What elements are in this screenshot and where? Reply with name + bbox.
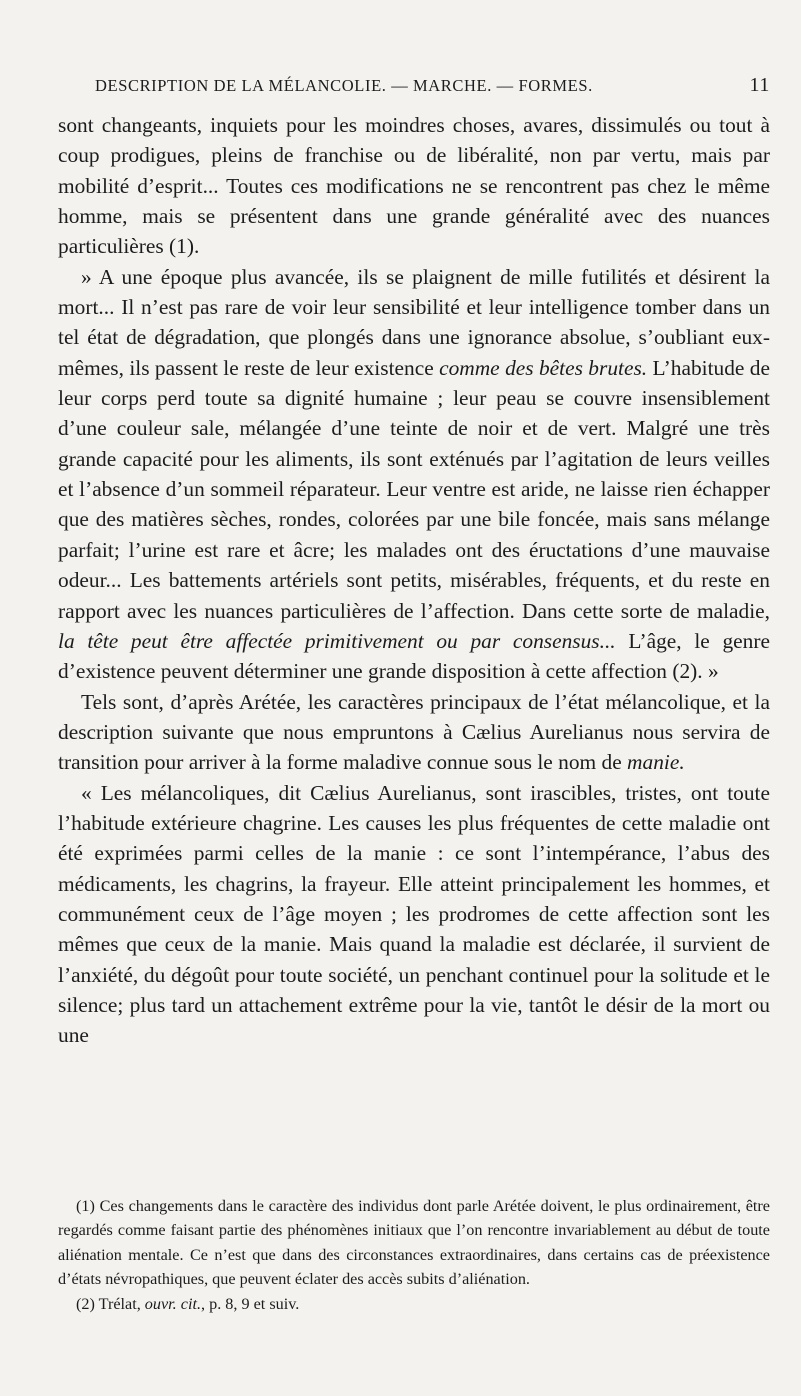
paragraph-2 [58, 262, 770, 687]
footnote-2-italic: ouvr. cit. [144, 1294, 201, 1313]
paragraph-3-text: Tels sont, d’après Arétée, les caractères principaux de l’état mélancolique, et la description suivante que nous empruntons à Cælius Aurelianus nous servira de transition pour arriver à la forme maladive connue sous le nom de [58, 689, 770, 775]
footnote-2-text-a: (2) Trélat, [76, 1294, 145, 1313]
running-header [95, 76, 770, 100]
main-text [58, 110, 770, 1051]
paragraph-3 [58, 687, 770, 778]
paragraph-1 [58, 110, 770, 262]
paragraph-4-text: « Les mélancoliques, dit Cælius Aurelianus, sont irascibles, tristes, ont toute l’habitude extérieure chagrine. Les causes les plus fréquentes de cette maladie ont été exprimées parmi celles de la manie : ce sont l’intempérance, l’abus des médicaments, les chagrins, la frayeur. Elle atteint principalement les hommes, et communément ceux de l’âge moyen ; les prodromes de cette affection sont les mêmes que ceux de la manie. Mais quand la maladie est déclarée, il survient de l’anxiété, du dégoût pour toute société, un penchant continuel pour la solitude et le silence; plus tard un attachement extrême pour la vie, tantôt le désir de la mort ou une [58, 780, 770, 1048]
paragraph-2-italic-1: comme des bêtes brutes. [439, 355, 648, 380]
paragraph-2-italic-2: la tête peut être affectée primitivement ou par consensus... [58, 628, 616, 653]
paragraph-2-text-b: L’habitude de leur corps perd toute sa dignité humaine ; leur peau se couvre insensiblement d’une couleur sale, mélangée d’une teinte de noir et de vert. Malgré une très grande capacité pour les aliments, ils sont exténués par l’agitation de leurs veilles et l’absence d’un sommeil réparateur. Leur ventre est aride, ne laisse rien échapper que des matières sèches, rondes, colorées par une bile foncée, mais sans mélange parfait; l’urine est rare et âcre; les malades ont des éructations d’une mauvaise odeur... Les battements artériels sont petits, misérables, fréquents, et du reste en rapport avec les nuances particulières de l’affection. Dans cette sorte de maladie, [58, 355, 770, 623]
paragraph-2-text-c: L’âge, le genre d’existence peuvent déterminer une grande disposition à cette affection (2). » [58, 628, 770, 684]
paragraph-1-text: sont changeants, inquiets pour les moindres choses, avares, dissimulés ou tout à coup prodigues, pleins de franchise ou de libéralité, non par vertu, mais par mobilité d’esprit... Toutes ces modifications ne se rencontrent pas chez le même homme, mais se présentent dans une grande généralité avec des nuances particulières (1). [58, 113, 770, 259]
footnote-2 [58, 1292, 770, 1316]
footnote-2-text-b: , p. 8, 9 et suiv. [201, 1294, 300, 1313]
page-number: 11 [749, 74, 770, 96]
footnote-1 [58, 1194, 770, 1292]
running-title: DESCRIPTION DE LA MÉLANCOLIE. — MARCHE. — FORMES. [95, 76, 593, 95]
footnotes [58, 1194, 770, 1316]
paragraph-3-italic: manie. [627, 750, 685, 775]
paragraph-4 [58, 778, 770, 1051]
footnote-1-text: (1) Ces changements dans le caractère des individus dont parle Arétée doivent, le plus ordinairement, être regardés comme faisant partie des phénomènes initiaux que l’on rencontre invariablement au début de toute aliénation mentale. Ce n’est que dans des circonstances extraordinaires, dans certains cas de préexistence d’états névropathiques, que peuvent éclater des accès subits d’aliénation. [58, 1197, 770, 1289]
paragraph-2-text-a: » A une époque plus avancée, ils se plaignent de mille futilités et désirent la mort... Il n’est pas rare de voir leur sensibilité et leur intelligence tomber dans un tel état de dégradation, que plongés dans une ignorance absolue, s’oubliant eux-mêmes, ils passent le reste de leur existence [58, 264, 770, 380]
